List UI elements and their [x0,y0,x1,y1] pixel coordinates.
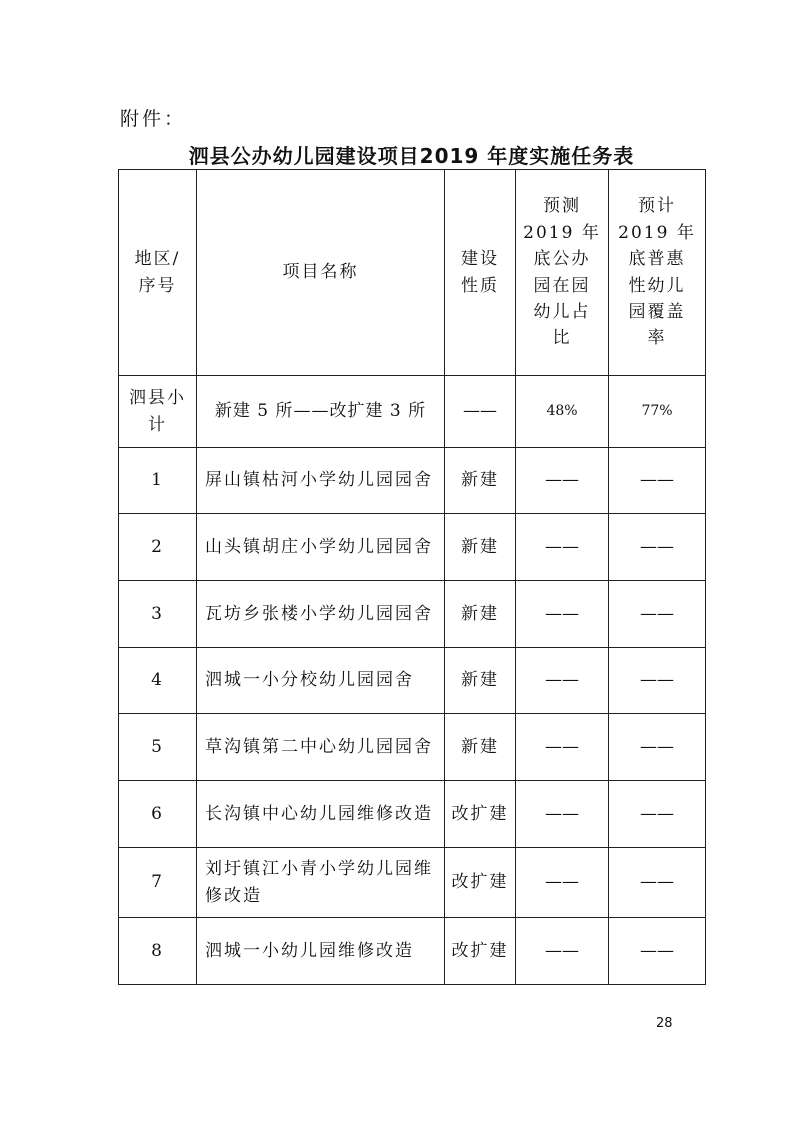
row-number-text: 3 [151,603,164,624]
row-share-text: —— [545,940,579,961]
summary-project-text: 新建 5 所——改扩建 3 所 [214,401,427,422]
row-coverage [609,648,706,714]
row-project-name [197,581,445,648]
row-share [516,918,609,985]
summary-coverage [609,376,706,448]
row-project-name [197,648,445,714]
row-share-text: —— [545,603,579,624]
row-project-name-text: 瓦坊乡张楼小学幼儿园园舍 [205,603,433,624]
header-expected-coverage-text: 预计 2019 年 底普惠 性幼儿 园覆盖 率 [618,196,696,349]
row-coverage [609,714,706,781]
row-coverage-text: —— [640,940,674,961]
row-number-text: 5 [151,736,164,757]
summary-share-text: 48% [546,402,578,419]
row-coverage [609,848,706,918]
table-row [119,514,706,581]
table-row [119,581,706,648]
header-region-no [119,170,197,376]
header-project-name-text: 项目名称 [282,262,359,283]
row-number [119,581,197,648]
row-share-text: —— [545,736,579,757]
table-row [119,781,706,848]
summary-region-text: 泗县小 计 [129,388,186,435]
table-row [119,448,706,514]
row-construction-type-text: 改扩建 [451,803,509,824]
row-construction-type [445,918,516,985]
summary-region [119,376,197,448]
table-header-row [119,170,706,376]
row-coverage [609,514,706,581]
header-region-no-text: 地区/ 序号 [134,249,181,296]
header-construction-type [445,170,516,376]
table-row [119,648,706,714]
row-number [119,781,197,848]
header-project-name [197,170,445,376]
row-construction-type [445,448,516,514]
row-construction-type [445,848,516,918]
row-coverage-text: —— [640,536,674,557]
row-project-name-text: 山头镇胡庄小学幼儿园园舍 [205,536,433,557]
header-expected-coverage [609,170,706,376]
row-number-text: 6 [151,803,164,824]
row-share [516,781,609,848]
row-project-name [197,714,445,781]
row-coverage-text: —— [640,803,674,824]
summary-row [119,376,706,448]
row-construction-type [445,714,516,781]
task-table [118,169,706,985]
row-number-text: 4 [151,670,164,691]
row-share [516,714,609,781]
summary-coverage-text: 77% [641,402,673,419]
row-coverage-text: —— [640,603,674,624]
row-number [119,714,197,781]
attachment-label: 附件： [120,108,187,130]
row-project-name-text: 泗城一小分校幼儿园园舍 [205,670,414,691]
row-construction-type-text: 新建 [461,603,499,624]
row-project-name-text: 草沟镇第二中心幼儿园园舍 [205,736,433,757]
summary-project [197,376,445,448]
row-construction-type-text: 新建 [461,670,499,691]
page-number: 28 [656,1016,673,1031]
row-construction-type-text: 新建 [461,470,499,491]
row-project-name-text: 屏山镇枯河小学幼儿园园舍 [205,470,433,491]
header-predicted-share [516,170,609,376]
row-share [516,848,609,918]
row-construction-type-text: 改扩建 [451,940,509,961]
row-project-name-text: 刘圩镇江小青小学幼儿园维 修改造 [205,859,433,906]
header-predicted-share-text: 预测 2019 年 底公办 园在园 幼儿占 比 [523,196,601,349]
row-project-name [197,918,445,985]
row-number-text: 1 [151,470,164,491]
row-coverage [609,581,706,648]
row-project-name [197,781,445,848]
row-share-text: —— [545,803,579,824]
table-row [119,918,706,985]
row-coverage-text: —— [640,872,674,893]
row-number [119,918,197,985]
row-coverage [609,781,706,848]
row-share [516,648,609,714]
row-project-name-text: 长沟镇中心幼儿园维修改造 [205,803,433,824]
row-coverage [609,448,706,514]
row-construction-type [445,514,516,581]
row-share-text: —— [545,470,579,491]
row-number [119,648,197,714]
row-coverage-text: —— [640,470,674,491]
summary-type [445,376,516,448]
table-row [119,848,706,918]
table-row [119,714,706,781]
row-construction-type [445,581,516,648]
row-share-text: —— [545,872,579,893]
summary-type-text: —— [463,401,497,422]
row-project-name [197,848,445,918]
row-construction-type [445,648,516,714]
row-construction-type-text: 新建 [461,536,499,557]
row-number [119,448,197,514]
row-share [516,448,609,514]
row-construction-type [445,781,516,848]
row-coverage-text: —— [640,670,674,691]
row-share [516,514,609,581]
row-project-name-text: 泗城一小幼儿园维修改造 [205,940,414,961]
row-construction-type-text: 改扩建 [451,872,509,893]
row-number-text: 8 [151,940,164,961]
row-coverage [609,918,706,985]
row-share [516,581,609,648]
row-number [119,848,197,918]
row-number [119,514,197,581]
row-coverage-text: —— [640,736,674,757]
row-share-text: —— [545,670,579,691]
row-share-text: —— [545,536,579,557]
header-construction-type-text: 建设 性质 [461,249,499,296]
summary-share [516,376,609,448]
row-project-name [197,514,445,581]
document-title: 泗县公办幼儿园建设项目2019 年度实施任务表 [188,144,635,168]
row-number-text: 7 [151,872,164,893]
row-construction-type-text: 新建 [461,736,499,757]
row-project-name [197,448,445,514]
row-number-text: 2 [151,536,164,557]
